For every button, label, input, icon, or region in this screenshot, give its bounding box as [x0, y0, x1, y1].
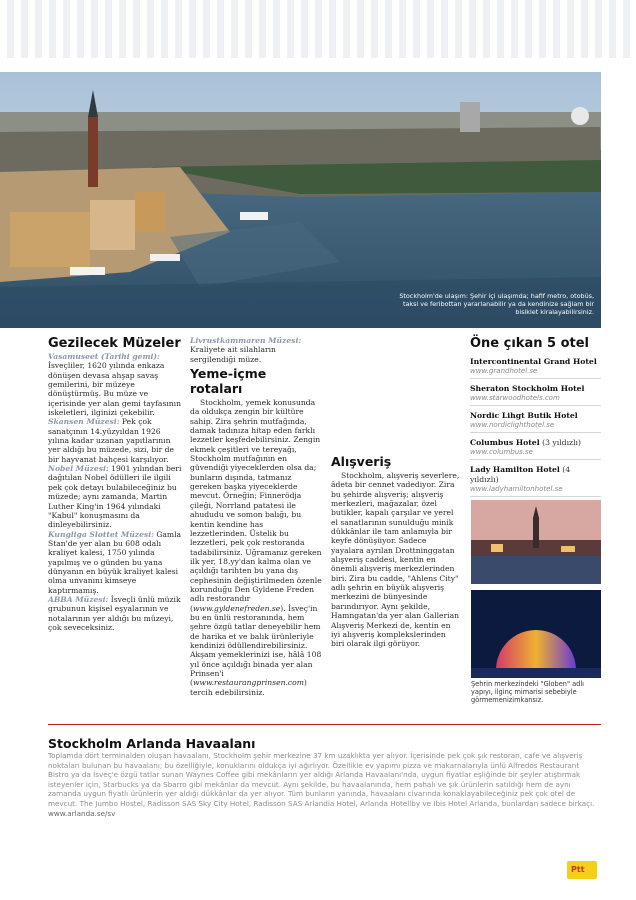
- museum-livrust: [190, 336, 322, 364]
- museum-abba-label: ABBA Müzesi:: [48, 594, 109, 604]
- museum-abba-text: İsveçli ünlü müzik grubunun kişisel eşyalarının ve notalarının yer aldığı bu müzeyi, çok seveceksiniz.: [48, 594, 181, 632]
- hotels-column: [470, 336, 601, 497]
- hotel-item: [470, 357, 601, 379]
- food-url-1[interactable]: www.gyldenefreden.se: [192, 603, 281, 613]
- museum-vasa-text: İsveçliler, 1620 yılında enkaza dönüşen devasa ahşap savaş gemilerini, bir müzeye dönüştürmüş. Bu müze ve içerisinde yer alan gemi tayfasının iskeletleri, ilginizi çekebilir.: [48, 361, 181, 418]
- museum-abba: [48, 595, 182, 632]
- globen-caption: Şehrin merkezindeki "Globen" adlı yapıyı, ilginç mimarisi sebebiyle görmemenizimkansız.: [471, 680, 584, 704]
- hotel-stars: (3 yıldızlı): [539, 438, 582, 447]
- food-paragraph: [190, 398, 322, 697]
- museum-vasa-label: Vasamuseet (Tarihi gemi):: [48, 352, 160, 361]
- airport-heading: Stockholm Arlanda Havaalanı: [48, 736, 256, 751]
- museum-nobel: [48, 464, 182, 529]
- night-city-photo: [471, 500, 601, 584]
- airport-section: [48, 736, 600, 818]
- museum-nobel-text: 1901 yılından beri dağıtılan Nobel ödülleri ile ilgili pek çok detayı bulabileceğiniz bu müzede; aynı zamanda, Martin Luther King'in 1964 yılındaki "Kabul" konuşmasını da dinleyebilirsiniz.: [48, 464, 182, 530]
- globen-photo: [471, 590, 601, 678]
- museum-nobel-label: Nobel Müzesi:: [48, 464, 109, 474]
- ptt-logo: [567, 861, 597, 879]
- food-text-after: ). İsveç'in bu en ünlü restoranında, hem şehre özgü tatlar deneyebilir hem de harika et ve balık ürünleriyle kendinizi ödüllendirebilirsiniz. Akşam yemeklerinizi ise, hâlâ 108 yıl önce açıldığı binada yer alan Prinsen'i (: [190, 603, 322, 688]
- hotel-name-text: Lady Hamilton Hotel: [470, 465, 560, 474]
- airport-url[interactable]: www.arlanda.se/sv: [48, 808, 116, 818]
- hotel-website[interactable]: www.nordiclighthotel.se: [470, 421, 555, 429]
- hotel-name-text: Sheraton Stockholm Hotel: [470, 384, 585, 393]
- airport-text: Toplamda dört terminalden oluşan havaalanı, Stockholm şehir merkezine 37 km uzaklıkta yer alıyor. İçerisinde pek çok şık restoran, cafe ve alışveriş noktaları bulunan bu havaalanı; bu özelliğiyle, konuklarını oldukça iyi ağırlıyor. Özellikle ev yapımı pizza ve makarnalarıyla ünlü Alfredos Restaurant Bistro ya da İsveç'e özgü tatlar sunan Waynes Coffee gibi mekânların yer aldığı Arlanda Havaalanı'nda, uygun fiyatlar eşliğinde bir şeyler atıştırmak isteyenler için, Starbucks ya da Sbarro gibi mekânlar da mevcut. Aynı şekilde, bu havaalanında, hem pahalı ve şık ürünlerin satıldığı hem de aynı zamanda uygun fiyatlı ürünlerin yer aldığı dükkânlar da yer alıyor. Tüm bunların yanında, havaalanı civarında konaklayabileceğiniz pek çok otel de mevcut. The Jumbo Hostel, Radisson SAS Sky City Hotel, Radisson SAS Arlandia Hotel, Arlanda Hotellby ve Ibis Hotel Arlanda, bunlardan sadece birkaçı.: [48, 751, 595, 808]
- ptt-logo-text: Ptt: [571, 865, 585, 874]
- food-text-end: ) tercih edebilirsiniz.: [190, 678, 307, 697]
- shopping-column: [331, 452, 461, 712]
- museum-kungliga: [48, 530, 182, 595]
- hotel-website[interactable]: www.ladyhamiltonhotel.se: [470, 485, 563, 493]
- hotel-name: [470, 384, 601, 394]
- food-text: Stockholm, yemek konusunda da oldukça zengin bir kültüre sahip. Zira şehrin mutfağında, damak tadınıza hitap eden farklı lezzetler keşfedebilirsiniz. Zengin ekmek çeşitleri ve tereyağı, Stockholm mutfağının en güvendiği yiyeceklerden olsa da; bunların dışında, tatmanız gereken başka yiyeceklerde mevcut. Örneğin; Finnerödja çileği, Norrland patatesi ile ahududu ve somon balığı, bu kentin kendine has lezzetlerinden. Üstelik bu lezzetleri, pek çok restoranda tadabilirsiniz. Uğramanız gereken ilk yer, 18.yy'dan kalma olan ve açıldığı tarihten bu yana dış cephesinin değiştirilmeden özenle korunduğu Den Gyldene Freden adlı restorandır (: [190, 398, 322, 613]
- museum-skansen: [48, 417, 182, 464]
- hotels-heading: Öne çıkan 5 otel: [470, 336, 589, 351]
- museum-skansen-text: Pek çok sanatçının 14.yüzyıldan 1926 yılına kadar uzanan yapıtlarının yer aldığı bu müzede, sizi, bir de bir hayvanat bahçesi karşılıyor.: [48, 417, 174, 464]
- museum-kungliga-text: Gamla Stan'de yer alan bu 608 odalı kraliyet kalesi, 1750 yılında yapılmış ve o günden bu yana dünyanın en büyük kraliyet kalesi olma unvanını kimseye kaptırmamış.: [48, 529, 182, 595]
- hotel-name: [470, 411, 601, 421]
- hotel-name: [470, 357, 601, 367]
- hotel-website[interactable]: www.columbus.se: [470, 448, 533, 456]
- hotel-name: [470, 438, 601, 448]
- hotel-item: [470, 438, 601, 460]
- hotel-website[interactable]: www.starwoodhotels.com: [470, 394, 560, 402]
- photo-caption: Stockholm'de ulaşım: Şehir içi ulaşımda; hafif metro, otobüs, taksi ve feribottan yararlanabilir ya da kendinize sağlam bir bisiklet kiralayabilirsiniz.: [399, 292, 594, 316]
- food-column: [190, 336, 322, 712]
- food-url-2[interactable]: www.restaurangprinsen.com: [192, 678, 304, 688]
- shopping-heading: Alışveriş: [331, 454, 392, 469]
- museum-skansen-label: Skansen Müzesi:: [48, 417, 120, 427]
- museum-kungliga-label: Kungliga Slottet Müzesi:: [48, 529, 154, 539]
- hotel-name: [470, 465, 601, 485]
- hotel-website[interactable]: www.grandhotel.se: [470, 367, 538, 375]
- food-heading: Yeme-içme rotaları: [190, 366, 267, 397]
- museum-livrust-text: Kraliyete ait silahların sergilendiği müze.: [190, 345, 276, 364]
- hotel-stars: (4 yıldızlı): [470, 465, 571, 484]
- museums-column: [48, 336, 182, 632]
- hotel-name-text: Nordic Lihgt Butik Hotel: [470, 411, 578, 420]
- shopping-text: Stockholm, alışveriş severlere, âdeta bir cennet vadediyor. Zira bu şehirde alışveriş; alışveriş merkezleri, mağazalar, özel butikler, kapalı çarşılar ve yerel el sanatlarının sunulduğu minik dükkânlar ile tam anlamıyla bir keyfe dönüşüyor. Sadece yayalara ayrılan Drottninggatan alışveriş caddesi, kentin en önemli alışveriş merkezlerinden biri. Zira bu cadde, "Ahlens City" adlı şehrin en büyük alışveriş merkezini de bünyesinde barındırıyor. Aynı şekilde, Hamngatan'da yer alan Gallerian Alışveriş Merkezi de, kentin en iyi alışveriş komplekslerinden biri olarak ilgi görüyor.: [331, 471, 460, 649]
- stockholm-city-photo: [0, 72, 601, 328]
- food-continuation: [331, 336, 461, 454]
- hotel-name-text: Columbus Hotel: [470, 438, 540, 447]
- museum-livrust-label: Livrustkammaren Müzesi:: [190, 336, 302, 345]
- museum-vasa: [48, 352, 182, 417]
- hotel-list: [470, 357, 601, 497]
- hotel-item: [470, 384, 601, 406]
- hotel-name-text: Intercontinental Grand Hotel: [470, 357, 597, 366]
- hotel-item: [470, 465, 601, 497]
- section-divider: [48, 724, 601, 725]
- hotel-item: [470, 411, 601, 433]
- museums-heading: Gezilecek Müzeler: [48, 336, 181, 351]
- header-stripe-band: [0, 0, 636, 58]
